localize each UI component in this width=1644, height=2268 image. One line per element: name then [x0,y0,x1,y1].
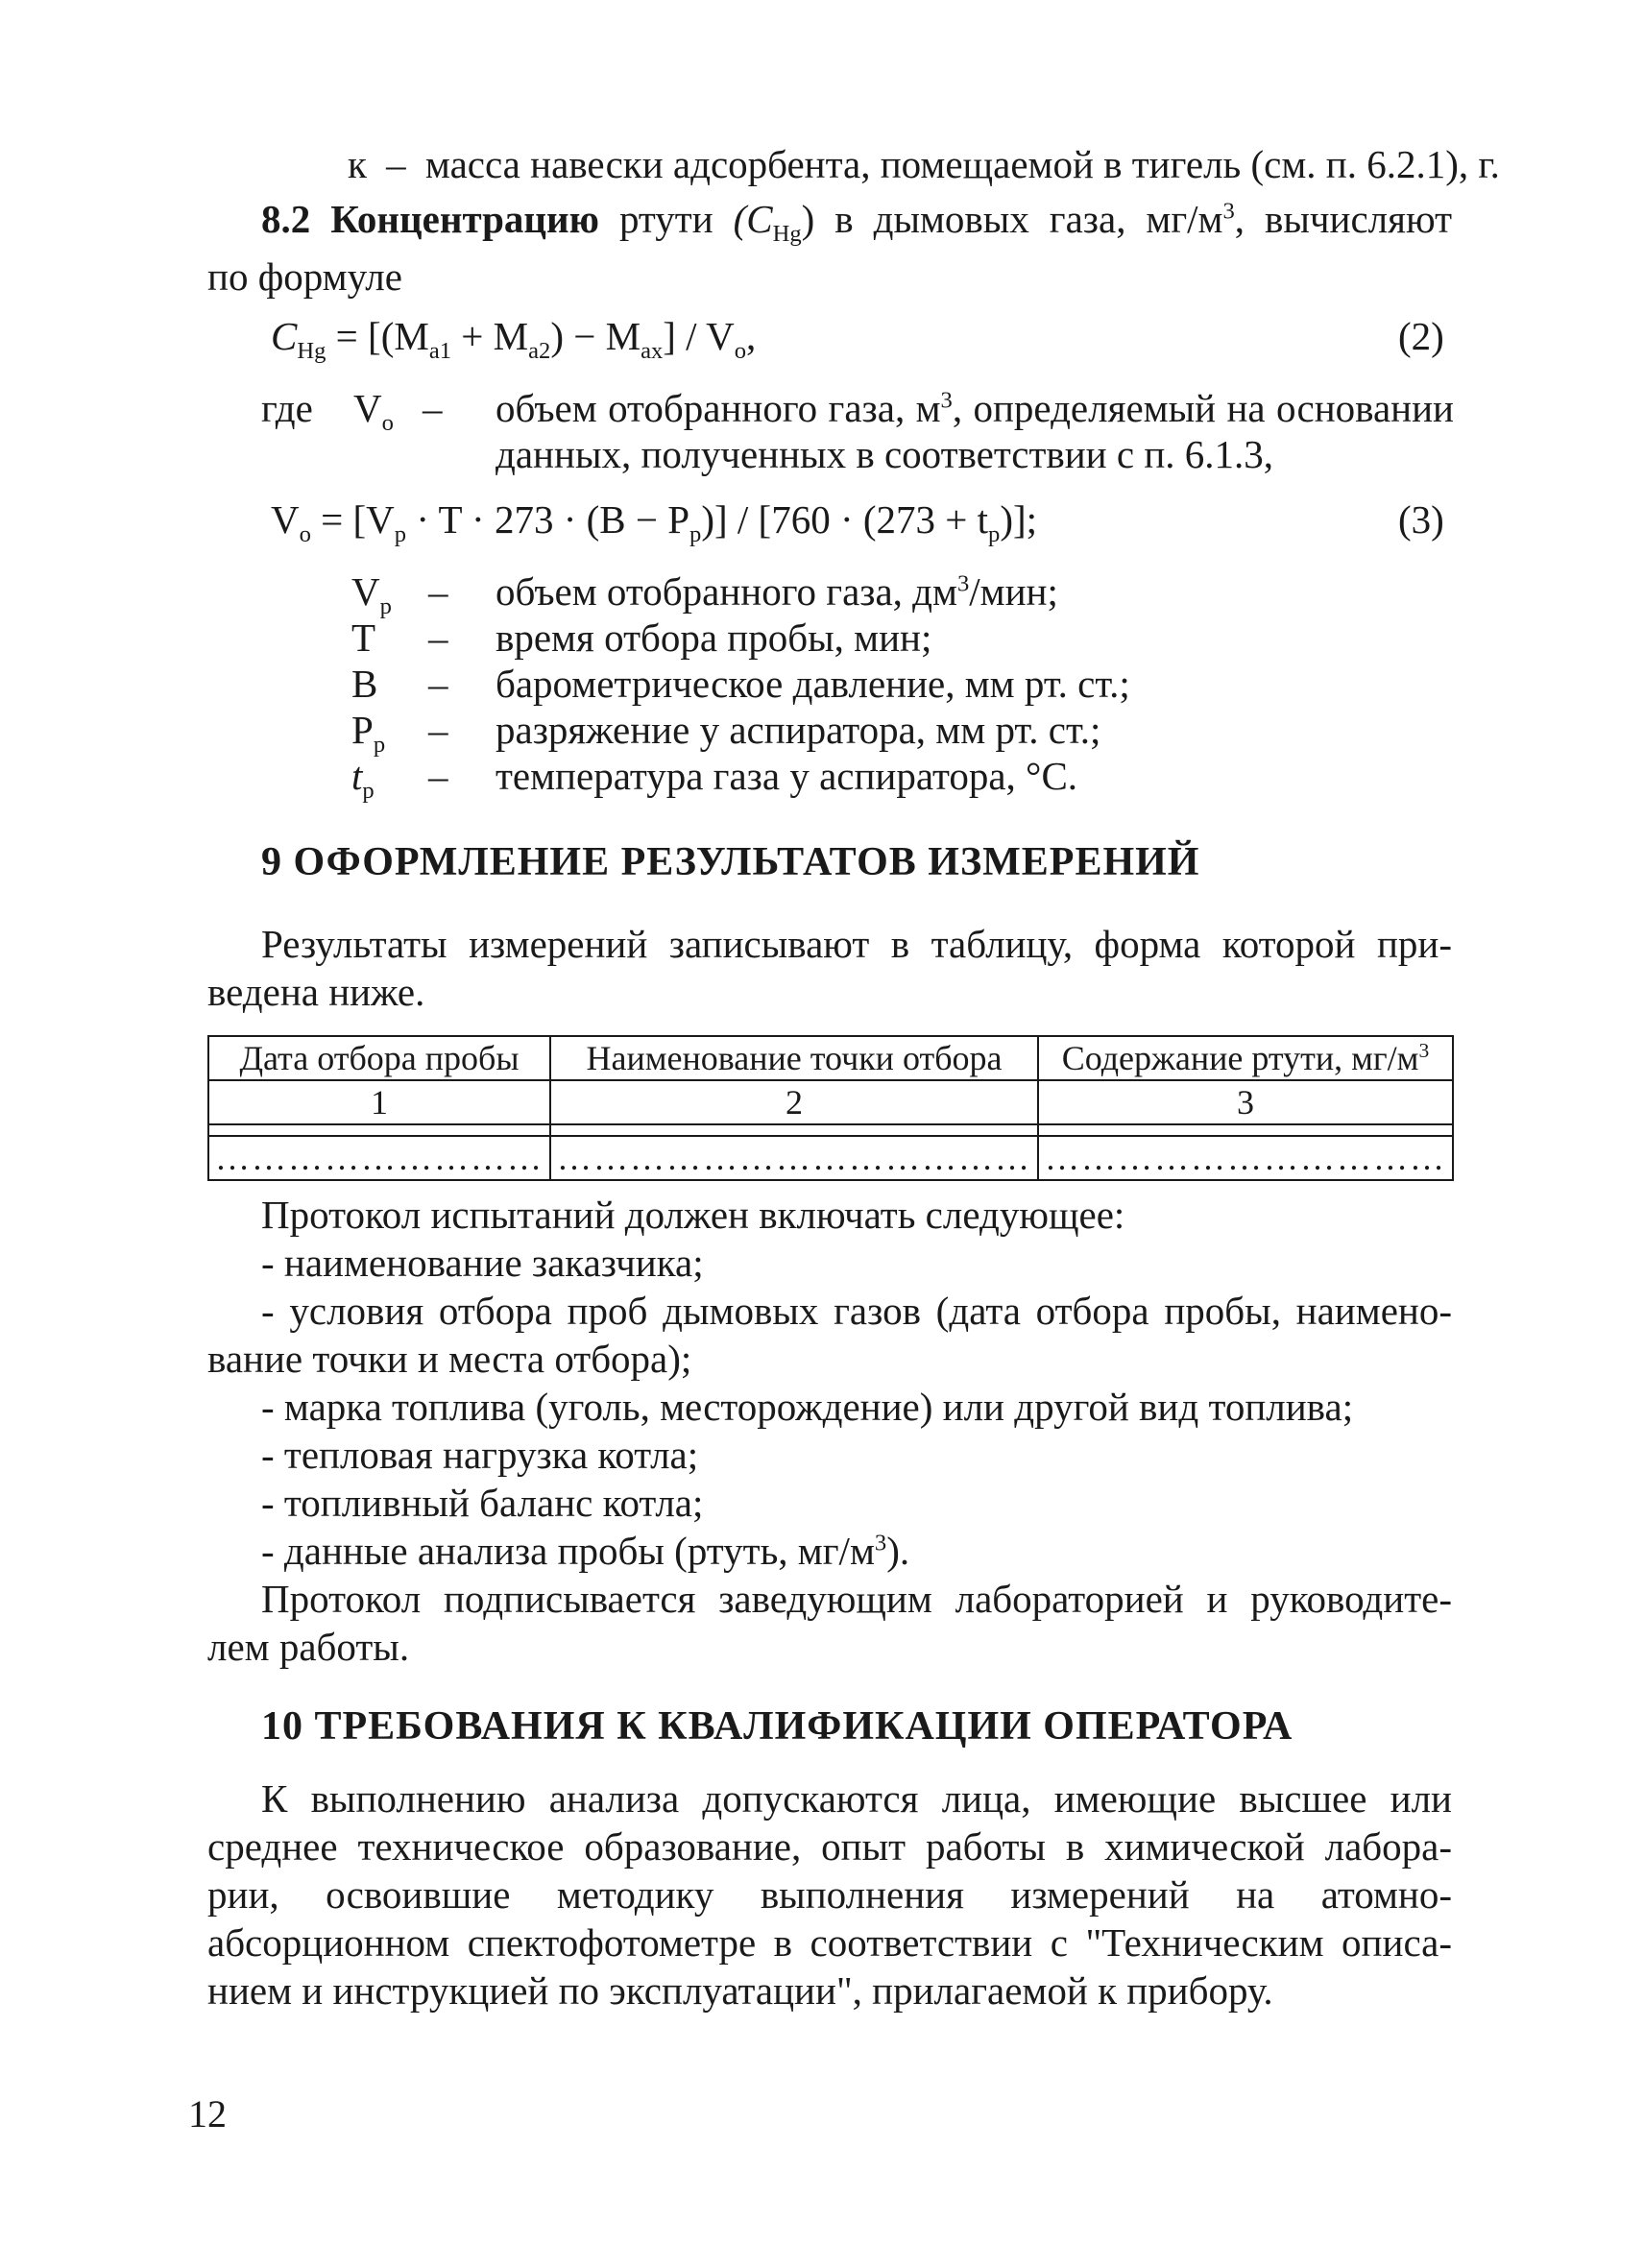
definition-dash: – [428,662,448,706]
equation-3-number: (3) [1398,497,1444,542]
table-header-cell: Содержание ртути, $мг/м^3$ [1038,1036,1453,1080]
section-8-2-bold-word: Концентрацию [330,197,599,241]
table-cell: 2 [550,1080,1038,1124]
table-header-cell: Наименование точки отбора [550,1036,1038,1080]
protocol-item: - наименование заказчика; [261,1241,704,1285]
where-vo-dash: – [423,386,443,430]
definition-dash: – [428,754,448,798]
definition-text: температура газа у аспиратора, °С. [496,754,1078,798]
definition-symbol: $V_р$ [351,569,392,620]
table-cell: 3 [1038,1080,1453,1124]
protocol-item: - марка топлива (уголь, месторождение) или другой вид топлива; [261,1385,1354,1429]
definition-k-dash: – [386,142,406,186]
protocol-item-continued: вание точки и места отбора); [207,1337,692,1381]
section-8-2-line1 [261,195,1452,248]
table-gap-row [208,1124,1453,1136]
table-row [208,1136,1453,1180]
section-10-line: нием и инструкцией по эксплуатации", прилагаемой к прибору. [207,1968,1273,2013]
table-header-cell: Дата отбора пробы [208,1036,550,1080]
definition-dash: – [428,708,448,752]
definition-text: объем отобранного газа, $дм^3$/мин; [496,569,1058,614]
table-header-row [208,1036,1453,1080]
protocol-sign-line2: лем работы. [207,1625,410,1669]
section-8-2-number: 8.2 [261,197,311,241]
equation-2: $C_{Hg} = [(M_{a1} + M_{a2}) - M_{ax}] / V_o$, [271,314,757,365]
table-cell: …………………………… [1038,1136,1453,1180]
equation-2-number: (2) [1398,314,1444,358]
definition-symbol: T [351,615,376,660]
section-8-2-text-b: в дымовых газа, $мг/м^3$, вычисляют [834,197,1452,241]
protocol-item: - топливный баланс котла; [261,1481,704,1525]
definition-text: время отбора пробы, мин; [496,615,932,660]
definition-k [348,140,1500,188]
page-number: 12 [188,2092,227,2135]
definition-symbol: $t_р$ [351,754,375,805]
protocol-item: - данные анализа пробы (ртуть, $мг/м^3$). [261,1529,910,1573]
protocol-sign-line1: Протокол подписывается заведующим лабораторией и руководите- [261,1577,1452,1621]
where-vo-text-line2: данных, полученных в соответствии с п. 6.1.3, [496,432,1274,476]
table-number-row [208,1080,1453,1124]
section-9-paragraph-line1: Результаты измерений записывают в таблицу, форма которой при- [261,922,1452,966]
definition-k-symbol: к [348,142,367,186]
section-10-line: рии, освоившие методику выполнения измерений на атомно- [207,1872,1452,1917]
section-9-heading: 9 ОФОРМЛЕНИЕ РЕЗУЛЬТАТОВ ИЗМЕРЕНИЙ [261,840,1200,884]
section-10-line: среднее техническое образование, опыт работы в химической лабора- [207,1824,1452,1869]
definition-text: барометрическое давление, мм рт. ст.; [496,662,1130,706]
table-cell: ………………………………… [550,1136,1038,1180]
protocol-item: - тепловая нагрузка котла; [261,1433,699,1477]
section-8-2-line2: по формуле [207,254,402,299]
where-vo-symbol: $V_o$ [353,386,394,437]
protocol-item: - условия отбора проб дымовых газов (дата отбора пробы, наимено- [261,1289,1452,1333]
section-8-2-symbol: $(C_{Hg})$ [733,197,815,248]
section-8-2-text-a: ртути [618,197,713,241]
definition-symbol: $P_р$ [351,708,386,759]
section-10-heading: 10 ТРЕБОВАНИЯ К КВАЛИФИКАЦИИ ОПЕРАТОРА [261,1704,1293,1749]
table-cell: 1 [208,1080,550,1124]
definition-k-text: масса навески адсорбента, помещаемой в тигель (см. п. 6.2.1), г. [424,142,1500,186]
table-cell: ……………………… [208,1136,550,1180]
definition-dash: – [428,569,448,614]
where-word: где [261,386,313,430]
section-10-line: К выполнению анализа допускаются лица, имеющие высшее или [261,1776,1452,1821]
definition-text: разряжение у аспиратора, мм рт. ст.; [496,708,1101,752]
definition-dash: – [428,615,448,660]
results-table [207,1035,1454,1181]
equation-3: $V_o = [V_p \cdot T \cdot 273 \cdot (B - P_p)] / [760 \cdot (273 + t_p)]$; [271,497,1038,548]
section-10-line: абсорционном спектофотометре в соответствии с "Техническим описа- [207,1920,1452,1965]
definition-symbol: B [351,662,378,706]
section-9-paragraph-line2: ведена ниже. [207,970,425,1014]
where-vo-text-line1: объем отобранного газа, $м^3$, определяемый на основании [496,386,1454,430]
protocol-intro: Протокол испытаний должен включать следующее: [261,1193,1125,1237]
